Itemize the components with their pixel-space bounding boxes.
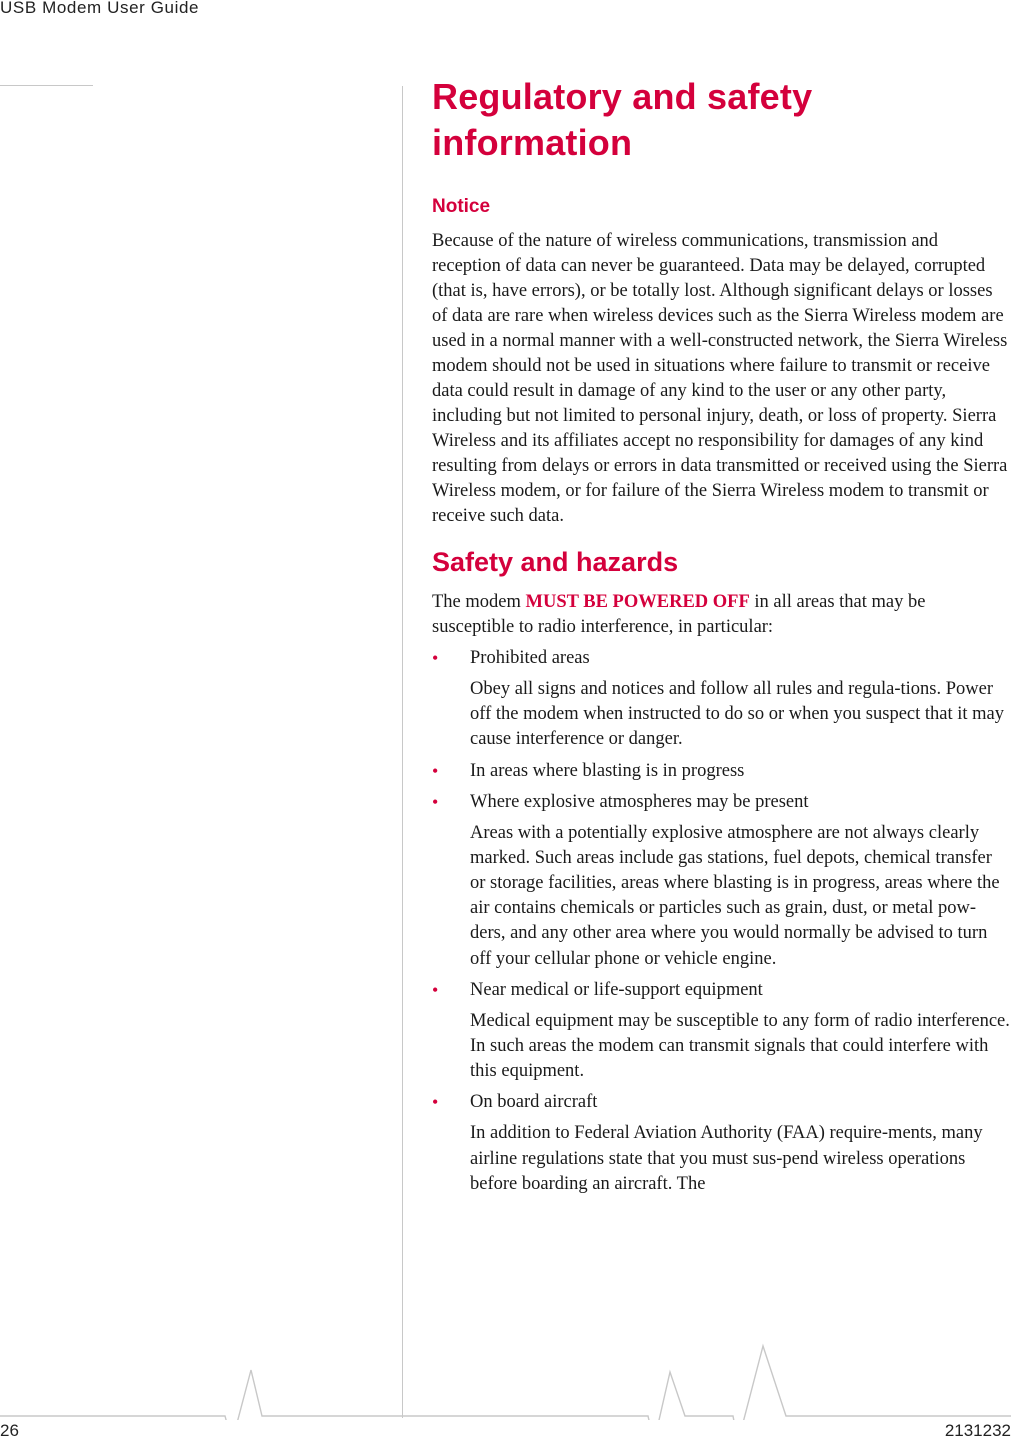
bullet-icon: • — [432, 1092, 439, 1113]
hazard-item-medical-equipment — [432, 978, 1010, 1085]
safety-intro — [432, 590, 1010, 640]
hazard-description: In addition to Federal Aviation Authority (FAA) require-ments, many airline regulations state that you must sus-pend wireless operations before boarding an aircraft. The — [470, 1123, 983, 1194]
bullet-icon: • — [432, 648, 439, 668]
hazard-description: Obey all signs and notices and follow all rules and regula-tions. Power off the modem when instructed to do so or when you suspect that it may cause interference or danger. — [470, 679, 1005, 750]
safety-intro-after: in all areas that may be susceptible to radio interference, in particular: — [432, 592, 926, 637]
hazard-item-explosive-atmospheres — [432, 790, 1010, 972]
header-rule — [0, 85, 93, 86]
footer-signal-wave — [0, 1336, 1011, 1420]
notice-body: Because of the nature of wireless communications, transmission and reception of data can never be guaranteed. Data may be delayed, corrupted (that is, have errors), or be totally lost. Although significant delays or losses of data are rare when wireless devices such as the Sierra Wireless modem are used in a normal manner with a well-constructed network, the Sierra Wireless modem should not be used in situations where failure to transmit or receive data could result in damage of any kind to the user or any other party, including but not limited to personal injury, death, or loss of property. Sierra Wireless and its affiliates accept no responsibility for damages of any kind resulting from delays or errors in data transmitted or received using the Sierra Wireless modem, or for failure of the Sierra Wireless modem to transmit or receive such data. — [432, 231, 1008, 526]
bullet-icon: • — [432, 791, 439, 812]
hazard-item-prohibited-areas — [432, 646, 1010, 753]
bullet-icon: • — [432, 760, 439, 781]
hazard-title: Prohibited areas — [470, 648, 590, 668]
hazard-description: Areas with a potentially explosive atmosphere are not always clearly marked. Such areas include gas stations, fuel depots, chemical transfer or storage facilities, areas where blasting is in progress, areas where the air contains chemicals or particles such as grain, dust, or metal pow-ders, and any other area where you would normally be advised to turn off your cellular phone or vehicle engine. — [470, 822, 1000, 969]
hazard-item-aircraft — [432, 1090, 1010, 1197]
hazard-title: Near medical or life-support equipment — [470, 979, 763, 1000]
document-number: 2131232 — [944, 1421, 1011, 1440]
notice-heading: Notice — [432, 196, 491, 217]
hazard-title: On board aircraft — [470, 1092, 598, 1113]
page-title: Regulatory and safety information — [432, 76, 813, 163]
running-header: USB Modem User Guide — [0, 0, 200, 17]
page-number: 26 — [0, 1421, 19, 1440]
main-content — [432, 74, 1010, 1203]
power-off-warning: MUST BE POWERED OFF — [525, 592, 750, 612]
safety-intro-before: The modem — [432, 592, 526, 612]
hazard-item-blasting — [432, 759, 1010, 784]
footer-wave-line — [0, 1346, 1011, 1420]
hazard-title: Where explosive atmospheres may be present — [470, 791, 809, 812]
hazard-list — [432, 646, 1010, 1197]
column-divider — [402, 86, 403, 1418]
bullet-icon: • — [432, 979, 439, 1000]
hazard-title: In areas where blasting is in progress — [470, 760, 745, 781]
hazard-description: Medical equipment may be susceptible to any form of radio interference. In such areas the modem can transmit signals that could interfere with this equipment. — [470, 1010, 1010, 1082]
safety-heading: Safety and hazards — [432, 547, 679, 577]
